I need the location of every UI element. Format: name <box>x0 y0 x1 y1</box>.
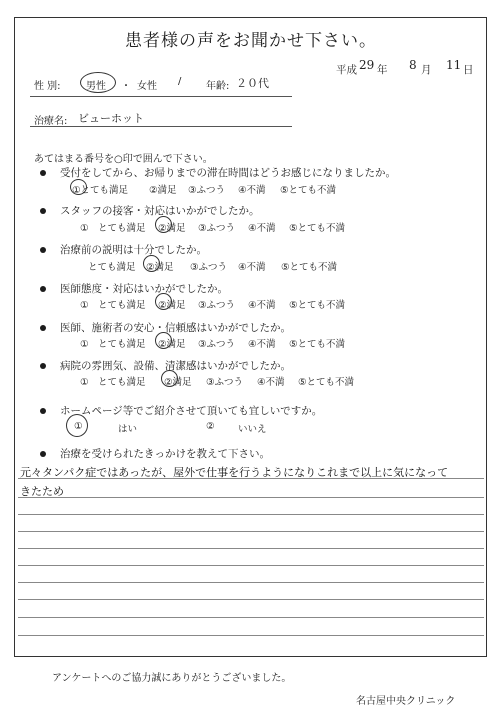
respondent-underline <box>30 96 292 97</box>
q2-option-3: ③ふつう <box>198 223 236 234</box>
ruled-line <box>18 599 484 600</box>
month-label: 月 <box>421 64 432 76</box>
q5-option-2: ②満足 <box>158 339 186 350</box>
question-2-text: スタッフの接客・対応はいかがでしたか。 <box>60 205 260 217</box>
clinic-name: 名古屋中央クリニック <box>356 696 456 707</box>
q4-option-2: ②満足 <box>158 300 186 311</box>
ruled-line <box>18 478 484 479</box>
q1-option-5: ⑤とても不満 <box>280 185 337 196</box>
ruled-line <box>18 635 484 636</box>
question-1-text: 受付をしてから、お帰りまでの滞在時間はどうお感じになりましたか。 <box>60 167 396 179</box>
thanks-message: アンケートへのご協力誠にありがとうございました。 <box>52 673 292 684</box>
q7-option-2: はい <box>118 424 138 435</box>
q3-option-4: ④不満 <box>238 262 266 273</box>
q6-option-2: ②満足 <box>164 377 192 388</box>
ruled-line <box>18 617 484 618</box>
year-label: 年 <box>377 64 388 76</box>
bullet <box>40 208 46 214</box>
age-label: 年齢: <box>206 81 230 92</box>
q1-option-4: ④不満 <box>238 185 266 196</box>
ruled-line <box>18 565 484 566</box>
q2-option-5: ⑤とても不満 <box>289 223 346 234</box>
bullet <box>40 451 46 457</box>
q7-option-3: ② <box>206 421 215 432</box>
q6-option-1: ① とても満足 <box>80 377 146 388</box>
q2-option-2: ②満足 <box>158 223 186 234</box>
gender-female: 女性 <box>137 81 157 92</box>
q6-option-4: ④不満 <box>257 377 285 388</box>
bullet <box>40 325 46 331</box>
gender-male-circle <box>80 72 116 93</box>
comment-line-2: きたため <box>20 485 64 498</box>
q1-option-2: ②満足 <box>149 185 177 196</box>
ruled-line <box>18 582 484 583</box>
comment-line-1: 元々タンパク症ではあったが、屋外で仕事を行うようになりこれまで以上に気になって <box>20 466 449 479</box>
q4-option-3: ③ふつう <box>198 300 236 311</box>
day-value: 11 <box>446 58 462 72</box>
bullet <box>40 247 46 253</box>
ruled-line <box>18 548 484 549</box>
q4-option-4: ④不満 <box>248 300 276 311</box>
q7-answer-circle <box>66 414 88 437</box>
q5-option-4: ④不満 <box>248 339 276 350</box>
question-3-text: 治療前の説明は十分でしたか。 <box>60 244 207 256</box>
bullet <box>40 408 46 414</box>
treatment-underline <box>30 126 292 127</box>
gender-dot: ・ <box>121 81 131 92</box>
ruled-line <box>18 514 484 515</box>
treatment-value: ビューホット <box>78 112 144 125</box>
q1-answer-circle <box>70 179 87 195</box>
q7-option-4: いいえ <box>238 424 267 435</box>
age-value: ２０代 <box>236 77 269 90</box>
q4-option-5: ⑤とても不満 <box>289 300 346 311</box>
question-6-text: 病院の雰囲気、設備、清潔感はいかがでしたか。 <box>60 360 291 372</box>
q4-answer-circle <box>155 293 172 310</box>
treatment-label: 治療名: <box>34 116 68 127</box>
q3-option-1: とても満足 <box>88 262 136 273</box>
q3-option-3: ③ふつう <box>190 262 228 273</box>
q1-option-3: ③ふつう <box>188 185 226 196</box>
question-5-text: 医師、施術者の安心・信頼感はいかがでしたか。 <box>60 322 291 334</box>
q5-option-1: ① とても満足 <box>80 339 146 350</box>
bullet <box>40 363 46 369</box>
q4-option-1: ① とても満足 <box>80 300 146 311</box>
gender-male: 男性 <box>86 81 106 92</box>
q6-option-5: ⑤とても不満 <box>298 377 355 388</box>
page-title: 患者様の声をお聞かせ下さい。 <box>125 31 377 51</box>
ruled-line <box>18 497 484 498</box>
bullet <box>40 286 46 292</box>
q3-option-2: ②満足 <box>146 262 174 273</box>
era-label: 平成 <box>336 64 357 76</box>
ruled-line <box>18 531 484 532</box>
q6-option-3: ③ふつう <box>206 377 244 388</box>
separator: / <box>178 76 182 87</box>
q5-option-5: ⑤とても不満 <box>289 339 346 350</box>
q6-answer-circle <box>161 370 178 387</box>
question-4-text: 医師態度・対応はいかがでしたか。 <box>60 283 228 295</box>
gender-label: 性 別: <box>34 81 61 92</box>
day-label: 日 <box>463 64 474 76</box>
q2-answer-circle <box>155 216 172 233</box>
question-7-text: ホームページ等でご紹介させて頂いても宜しいですか。 <box>60 405 323 417</box>
bullet <box>40 170 46 176</box>
year-value: 29 <box>359 58 375 72</box>
q5-answer-circle <box>155 332 172 349</box>
q3-option-5: ⑤とても不満 <box>281 262 338 273</box>
instructions: あてはまる番号を○印で囲んで下さい。 <box>34 154 213 165</box>
month-value: 8 <box>409 58 417 72</box>
q2-option-4: ④不満 <box>248 223 276 234</box>
q1-option-1: ①とても満足 <box>72 185 129 196</box>
q5-option-3: ③ふつう <box>198 339 236 350</box>
q2-option-1: ① とても満足 <box>80 223 146 234</box>
q7-option-1: ① <box>74 421 83 432</box>
question-8-text: 治療を受けられたきっかけを教えて下さい。 <box>60 448 270 460</box>
q3-answer-circle <box>143 255 160 272</box>
